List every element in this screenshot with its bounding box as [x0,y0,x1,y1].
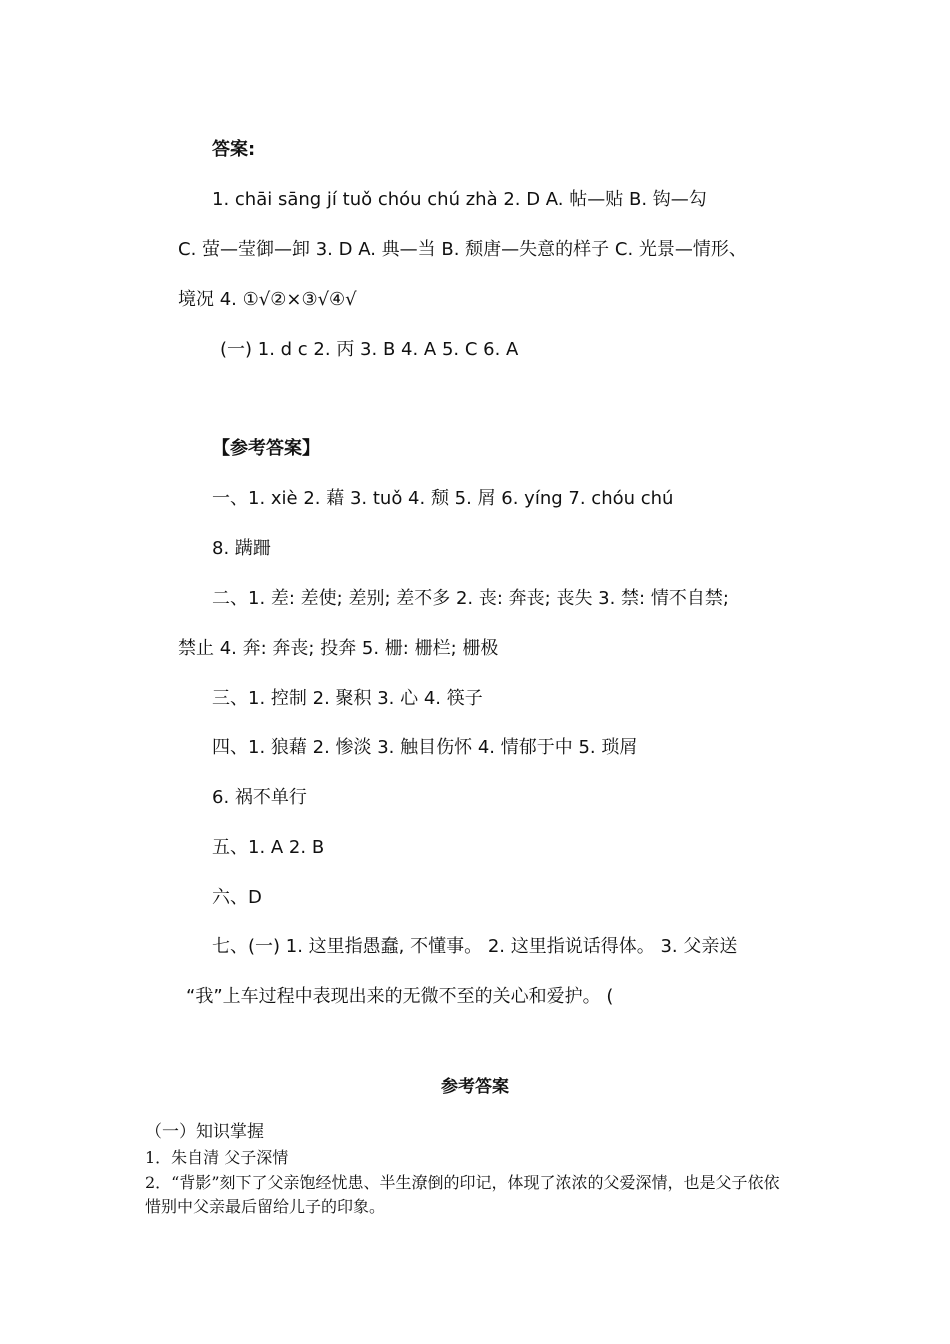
answer-line: 四、1. 狼藉 2. 惨淡 3. 触目伤怀 4. 情郁于中 5. 琐屑 [212,737,638,758]
answer-line: C. 萤—莹御—卸 3. D A. 典—当 B. 颓唐—失意的样子 C. 光景—情形、 [178,239,747,260]
answer-line: 1. chāi sāng jí tuǒ chóu chú zhà 2. D A. 帖—贴 B. 钩—勾 [212,189,707,210]
answer-line: 七、(一) 1. 这里指愚蠢, 不懂事。 2. 这里指说话得体。 3. 父亲送 [212,936,738,957]
answer-line: 一、1. xiè 2. 藉 3. tuǒ 4. 颓 5. 屑 6. yíng 7. chóu chú [212,488,674,509]
reference-answer-heading: 【参考答案】 [212,438,320,459]
answer-line: 惜别中父亲最后留给儿子的印象。 [145,1197,386,1216]
answer-line: 六、D [212,887,262,908]
answer-line: 6. 祸不单行 [212,787,307,808]
answer-line: 8. 蹒跚 [212,538,271,559]
answer-line: 2．“背影”刻下了父亲饱经忧患、半生潦倒的印记，体现了浓浓的父爱深情，也是父子依依 [145,1173,780,1192]
answer-line: (一) 1. d c 2. 丙 3. B 4. A 5. C 6. A [220,339,519,360]
answer-line: 1．朱自清 父子深情 [145,1148,289,1167]
answer-heading: 答案: [212,139,256,160]
answer-line: 五、1. A 2. B [212,837,325,858]
answer-line: 三、1. 控制 2. 聚积 3. 心 4. 筷子 [212,688,483,709]
reference-answer-title: 参考答案 [441,1077,509,1097]
answer-line: （一）知识掌握 [145,1122,264,1142]
answer-line: 禁止 4. 奔: 奔丧; 投奔 5. 栅: 栅栏; 栅极 [178,638,499,659]
answer-line: “我”上车过程中表现出来的无微不至的关心和爱护。 ( [186,986,614,1007]
answer-line: 境况 4. ①√②×③√④√ [178,289,357,310]
answer-line: 二、1. 差: 差使; 差别; 差不多 2. 丧: 奔丧; 丧失 3. 禁: 情不自禁; [212,588,729,609]
